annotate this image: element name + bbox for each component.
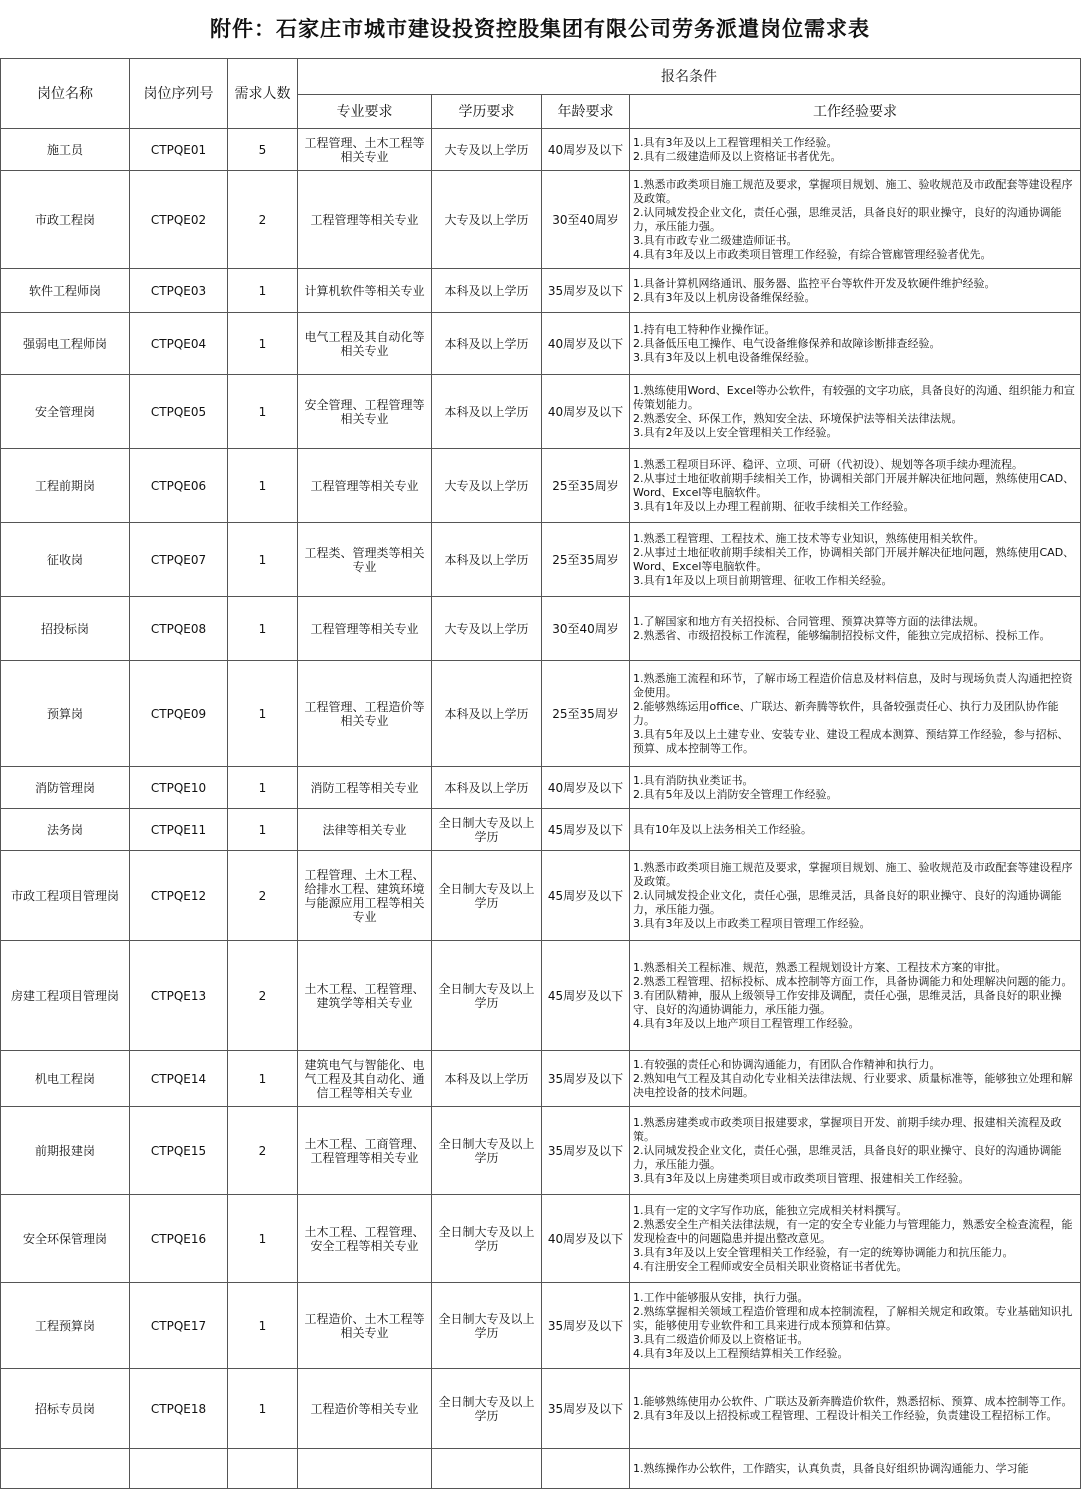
exp-line: 2.认同城发投企业文化，责任心强，思维灵活，具备良好的职业操守、良好的沟通协调能力，承压能力强。	[633, 888, 1062, 916]
cell-name: 施工员	[1, 129, 130, 171]
cell-code: CTPQE10	[130, 767, 228, 809]
exp-line: 1.熟悉相关工程标准、规范，熟悉工程规划设计方案、工程技术方案的审批。	[633, 960, 1007, 974]
exp-line: 1.能够熟练使用办公软件、广联达及新奔腾造价软件，熟悉招标、预算、成本控制等工作。	[633, 1394, 1073, 1408]
cell-code: CTPQE04	[130, 313, 228, 375]
cell-name: 招标专员岗	[1, 1369, 130, 1449]
cell-name: 安全环保管理岗	[1, 1195, 130, 1283]
cell-name: 法务岗	[1, 809, 130, 851]
cell-exp	[630, 269, 1081, 313]
exp-line: 3.具有1年及以上办理工程前期、征收手续相关工作经验。	[633, 499, 915, 513]
exp-line: 2.熟知电气工程及其自动化专业相关法律法规、行业要求、质量标准等，能够独立处理和解决电控设备的技术问题。	[633, 1071, 1073, 1099]
cell-code: CTPQE16	[130, 1195, 228, 1283]
cell-count: 1	[228, 597, 298, 661]
cell-age: 35周岁及以下	[542, 1283, 630, 1369]
cell-edu: 全日制大专及以上学历	[432, 809, 542, 851]
cell-edu: 大专及以上学历	[432, 171, 542, 269]
table-row	[1, 1051, 1081, 1107]
exp-line: 1.熟悉市政类项目施工规范及要求，掌握项目规划、施工、验收规范及市政配套等建设程序及政策。	[633, 860, 1073, 888]
exp-line: 1.熟悉工程项目环评、稳评、立项、可研（代初设）、规划等各项手续办理流程。	[633, 457, 1023, 471]
cell-edu: 全日制大专及以上学历	[432, 1107, 542, 1195]
exp-line: 1.熟悉工程管理、工程技术、施工技术等专业知识，熟练使用相关软件。	[633, 531, 985, 545]
cell-code: CTPQE06	[130, 449, 228, 523]
header-code: 岗位序列号	[130, 59, 228, 129]
cell-count: 2	[228, 941, 298, 1051]
cell-code: CTPQE01	[130, 129, 228, 171]
exp-line: 1.具有3年及以上工程管理相关工作经验。	[633, 135, 838, 149]
cell-edu: 本科及以上学历	[432, 523, 542, 597]
cell-edu: 全日制大专及以上学历	[432, 1195, 542, 1283]
cell-exp	[630, 767, 1081, 809]
cell-age	[542, 1449, 630, 1489]
exp-line: 具有10年及以上法务相关工作经验。	[633, 822, 812, 836]
exp-line: 2.能够熟练运用office、广联达、新奔腾等软件，具备较强责任心、执行力及团队协作能力。	[633, 699, 1059, 727]
cell-count: 5	[228, 129, 298, 171]
exp-line: 3.具有1年及以上项目前期管理、征收工作相关经验。	[633, 573, 893, 587]
exp-line: 3.具有2年及以上安全管理相关工作经验。	[633, 425, 838, 439]
table-row	[1, 1369, 1081, 1449]
table-row	[1, 809, 1081, 851]
cell-exp	[630, 375, 1081, 449]
cell-count: 1	[228, 767, 298, 809]
exp-line: 2.具备低压电工操作、电气设备维修保养和故障诊断排查经验。	[633, 336, 941, 350]
cell-code: CTPQE15	[130, 1107, 228, 1195]
cell-exp	[630, 1195, 1081, 1283]
exp-line: 2.熟悉安全、环保工作，熟知安全法、环境保护法等相关法律法规。	[633, 411, 963, 425]
cell-exp	[630, 941, 1081, 1051]
cell-count: 1	[228, 661, 298, 767]
cell-count: 2	[228, 171, 298, 269]
job-requirements-table	[0, 58, 1081, 1489]
exp-line: 2.具有3年及以上招投标或工程管理、工程设计相关工作经验，负责建设工程招标工作。	[633, 1408, 1058, 1422]
exp-line: 2.熟悉工程管理、招标投标、成本控制等方面工作，具备协调能力和处理解决问题的能力。	[633, 974, 1073, 988]
cell-major: 计算机软件等相关专业	[298, 269, 432, 313]
table-row	[1, 1449, 1081, 1489]
table-row	[1, 523, 1081, 597]
exp-line: 3.具有3年及以上安全管理相关工作经验，有一定的统筹协调能力和抗压能力。	[633, 1245, 1014, 1259]
cell-code: CTPQE09	[130, 661, 228, 767]
cell-age: 40周岁及以下	[542, 375, 630, 449]
cell-exp	[630, 809, 1081, 851]
cell-age: 35周岁及以下	[542, 269, 630, 313]
cell-code: CTPQE18	[130, 1369, 228, 1449]
cell-name: 预算岗	[1, 661, 130, 767]
cell-major: 工程造价等相关专业	[298, 1369, 432, 1449]
cell-exp	[630, 1051, 1081, 1107]
cell-name: 房建工程项目管理岗	[1, 941, 130, 1051]
cell-name: 机电工程岗	[1, 1051, 130, 1107]
cell-count: 1	[228, 1369, 298, 1449]
cell-age: 30至40周岁	[542, 597, 630, 661]
cell-major: 工程管理等相关专业	[298, 597, 432, 661]
exp-line: 4.有注册安全工程师或安全员相关职业资格证书者优先。	[633, 1259, 908, 1273]
table-row	[1, 597, 1081, 661]
exp-line: 2.从事过土地征收前期手续相关工作，协调相关部门开展并解决征地问题，熟练使用CAD、Word、Excel等电脑软件。	[633, 545, 1075, 573]
cell-name: 消防管理岗	[1, 767, 130, 809]
cell-age: 25至35周岁	[542, 523, 630, 597]
cell-age: 40周岁及以下	[542, 767, 630, 809]
cell-code: CTPQE05	[130, 375, 228, 449]
exp-line: 1.具备计算机网络通讯、服务器、监控平台等软件开发及软硬件维护经验。	[633, 276, 996, 290]
cell-code	[130, 1449, 228, 1489]
cell-count: 1	[228, 313, 298, 375]
cell-count: 1	[228, 269, 298, 313]
cell-major: 土木工程、工商管理、工程管理等相关专业	[298, 1107, 432, 1195]
table-row	[1, 1283, 1081, 1369]
cell-name: 软件工程师岗	[1, 269, 130, 313]
cell-count: 2	[228, 851, 298, 941]
exp-line: 1.熟练使用Word、Excel等办公软件，有较强的文字功底，具备良好的沟通、组织能力和宣传策划能力。	[633, 383, 1075, 411]
cell-major: 消防工程等相关专业	[298, 767, 432, 809]
exp-line: 1.工作中能够服从安排，执行力强。	[633, 1290, 809, 1304]
cell-major: 工程造价、土木工程等相关专业	[298, 1283, 432, 1369]
cell-count: 1	[228, 809, 298, 851]
cell-code: CTPQE07	[130, 523, 228, 597]
exp-line: 4.具有3年及以上工程预结算相关工作经验。	[633, 1346, 849, 1360]
exp-line: 1.有较强的责任心和协调沟通能力，有团队合作精神和执行力。	[633, 1057, 941, 1071]
cell-code: CTPQE14	[130, 1051, 228, 1107]
exp-line: 3.具有3年及以上市政类工程项目管理工作经验。	[633, 916, 871, 930]
cell-edu: 全日制大专及以上学历	[432, 1369, 542, 1449]
cell-exp	[630, 661, 1081, 767]
exp-line: 4.具有3年及以上地产项目工程管理工作经验。	[633, 1016, 860, 1030]
table-row	[1, 767, 1081, 809]
exp-line: 1.熟练操作办公软件，工作踏实，认真负责，具备良好组织协调沟通能力、学习能	[633, 1461, 1029, 1475]
cell-name: 安全管理岗	[1, 375, 130, 449]
cell-exp	[630, 313, 1081, 375]
header-conditions: 报名条件	[298, 59, 1081, 95]
exp-line: 3.具有市政专业二级建造师证书。	[633, 233, 798, 247]
cell-name: 前期报建岗	[1, 1107, 130, 1195]
cell-age: 45周岁及以下	[542, 851, 630, 941]
cell-name	[1, 1449, 130, 1489]
cell-count: 1	[228, 1051, 298, 1107]
cell-age: 40周岁及以下	[542, 129, 630, 171]
table-row	[1, 941, 1081, 1051]
cell-code: CTPQE08	[130, 597, 228, 661]
table-row	[1, 1107, 1081, 1195]
cell-edu: 本科及以上学历	[432, 1051, 542, 1107]
cell-edu: 全日制大专及以上学历	[432, 941, 542, 1051]
cell-age: 45周岁及以下	[542, 809, 630, 851]
page-title: 附件：石家庄市城市建设投资控股集团有限公司劳务派遣岗位需求表	[210, 17, 870, 41]
header-count: 需求人数	[228, 59, 298, 129]
exp-line: 1.了解国家和地方有关招投标、合同管理、预算决算等方面的法律法规。	[633, 614, 985, 628]
cell-edu: 全日制大专及以上学历	[432, 851, 542, 941]
cell-age: 45周岁及以下	[542, 941, 630, 1051]
table-row	[1, 851, 1081, 941]
cell-code: CTPQE17	[130, 1283, 228, 1369]
cell-major: 工程管理、土木工程等相关专业	[298, 129, 432, 171]
exp-line: 3.具有3年及以上房建类项目或市政类项目管理、报建相关工作经验。	[633, 1171, 970, 1185]
cell-name: 工程前期岗	[1, 449, 130, 523]
cell-edu: 本科及以上学历	[432, 661, 542, 767]
exp-line: 3.具有3年及以上机电设备维保经验。	[633, 350, 816, 364]
cell-count	[228, 1449, 298, 1489]
exp-line: 2.熟悉安全生产相关法律法规，有一定的安全专业能力与管理能力，熟悉安全检查流程，能发现检查中的问题隐患并提出整改意见。	[633, 1217, 1073, 1245]
table-row	[1, 129, 1081, 171]
cell-exp	[630, 171, 1081, 269]
cell-code: CTPQE02	[130, 171, 228, 269]
cell-major: 工程管理、工程造价等相关专业	[298, 661, 432, 767]
exp-line: 2.熟悉省、市级招投标工作流程，能够编制招投标文件，能独立完成招标、投标工作。	[633, 628, 1051, 642]
table-row	[1, 375, 1081, 449]
cell-age: 35周岁及以下	[542, 1107, 630, 1195]
cell-count: 1	[228, 375, 298, 449]
cell-major: 土木工程、工程管理、安全工程等相关专业	[298, 1195, 432, 1283]
exp-line: 3.具有二级造价师及以上资格证书。	[633, 1332, 809, 1346]
cell-name: 工程预算岗	[1, 1283, 130, 1369]
cell-exp	[630, 1449, 1081, 1489]
table-row	[1, 1195, 1081, 1283]
cell-age: 40周岁及以下	[542, 313, 630, 375]
cell-major: 工程管理等相关专业	[298, 449, 432, 523]
exp-line: 2.认同城发投企业文化，责任心强，思维灵活，具备良好的职业操守，良好的沟通协调能力，承压能力强。	[633, 205, 1062, 233]
exp-line: 2.具有二级建造师及以上资格证书者优先。	[633, 149, 842, 163]
cell-code: CTPQE12	[130, 851, 228, 941]
cell-major: 法律等相关专业	[298, 809, 432, 851]
exp-line: 1.熟悉市政类项目施工规范及要求，掌握项目规划、施工、验收规范及市政配套等建设程序及政策。	[633, 177, 1073, 205]
cell-count: 2	[228, 1107, 298, 1195]
cell-major: 工程管理、土木工程、给排水工程、建筑环境与能源应用工程等相关专业	[298, 851, 432, 941]
table-row	[1, 269, 1081, 313]
exp-line: 2.熟练掌握相关领域工程造价管理和成本控制流程，了解相关规定和政策。专业基础知识扎实，能够使用专业软件和工具来进行成本预算和估算。	[633, 1304, 1073, 1332]
cell-major: 电气工程及其自动化等相关专业	[298, 313, 432, 375]
cell-major: 工程类、管理类等相关专业	[298, 523, 432, 597]
cell-major: 土木工程、工程管理、建筑学等相关专业	[298, 941, 432, 1051]
table-header	[1, 59, 1081, 129]
cell-major: 工程管理等相关专业	[298, 171, 432, 269]
cell-name: 市政工程岗	[1, 171, 130, 269]
job-requirements-table-wrapper	[0, 58, 1080, 1475]
cell-exp	[630, 1283, 1081, 1369]
cell-count: 1	[228, 1195, 298, 1283]
cell-age: 35周岁及以下	[542, 1369, 630, 1449]
exp-line: 2.从事过土地征收前期手续相关工作，协调相关部门开展并解决征地问题，熟练使用CAD、Word、Excel等电脑软件。	[633, 471, 1075, 499]
cell-edu	[432, 1449, 542, 1489]
cell-edu: 本科及以上学历	[432, 313, 542, 375]
cell-edu: 本科及以上学历	[432, 269, 542, 313]
header-name: 岗位名称	[1, 59, 130, 129]
cell-edu: 大专及以上学历	[432, 449, 542, 523]
cell-major: 安全管理、工程管理等相关专业	[298, 375, 432, 449]
table-body	[1, 129, 1081, 1489]
cell-age: 25至35周岁	[542, 661, 630, 767]
cell-edu: 大专及以上学历	[432, 129, 542, 171]
cell-name: 招投标岗	[1, 597, 130, 661]
cell-edu: 本科及以上学历	[432, 375, 542, 449]
cell-code: CTPQE13	[130, 941, 228, 1051]
exp-line: 2.认同城发投企业文化，责任心强，思维灵活，具备良好的职业操守、良好的沟通协调能力，承压能力强。	[633, 1143, 1062, 1171]
exp-line: 4.具有3年及以上市政类项目管理工作经验，有综合管廊管理经验者优先。	[633, 247, 992, 261]
exp-line: 1.具有消防执业类证书。	[633, 773, 754, 787]
cell-major: 建筑电气与智能化、电气工程及其自动化、通信工程等相关专业	[298, 1051, 432, 1107]
cell-age: 25至35周岁	[542, 449, 630, 523]
cell-exp	[630, 1369, 1081, 1449]
header-edu: 学历要求	[432, 95, 542, 129]
cell-exp	[630, 1107, 1081, 1195]
table-row	[1, 449, 1081, 523]
exp-line: 1.具有一定的文字写作功底，能独立完成相关材料撰写。	[633, 1203, 908, 1217]
exp-line: 1.持有电工特种作业操作证。	[633, 322, 776, 336]
exp-line: 1.熟悉房建类或市政类项目报建要求，掌握项目开发、前期手续办理、报建相关流程及政策。	[633, 1115, 1062, 1143]
cell-count: 1	[228, 523, 298, 597]
table-row	[1, 313, 1081, 375]
cell-count: 1	[228, 1283, 298, 1369]
cell-count: 1	[228, 449, 298, 523]
exp-line: 1.熟悉施工流程和环节，了解市场工程造价信息及材料信息，及时与现场负责人沟通把控资金使用。	[633, 671, 1073, 699]
cell-name: 市政工程项目管理岗	[1, 851, 130, 941]
cell-exp	[630, 851, 1081, 941]
table-row	[1, 171, 1081, 269]
cell-age: 35周岁及以下	[542, 1051, 630, 1107]
header-major: 专业要求	[298, 95, 432, 129]
cell-name: 征收岗	[1, 523, 130, 597]
cell-edu: 本科及以上学历	[432, 767, 542, 809]
cell-age: 30至40周岁	[542, 171, 630, 269]
cell-exp	[630, 523, 1081, 597]
exp-line: 3.有团队精神，服从上级领导工作安排及调配，责任心强，思维灵活，具备良好的职业操守、良好的沟通协调能力，承压能力强。	[633, 988, 1062, 1016]
exp-line: 2.具有5年及以上消防安全管理工作经验。	[633, 787, 838, 801]
cell-major	[298, 1449, 432, 1489]
exp-line: 3.具有5年及以上土建专业、安装专业、建设工程成本测算、预结算工作经验，参与招标、预算、成本控制等工作。	[633, 727, 1069, 755]
table-row	[1, 661, 1081, 767]
cell-name: 强弱电工程师岗	[1, 313, 130, 375]
cell-edu: 全日制大专及以上学历	[432, 1283, 542, 1369]
cell-edu: 大专及以上学历	[432, 597, 542, 661]
cell-exp	[630, 597, 1081, 661]
cell-code: CTPQE11	[130, 809, 228, 851]
cell-age: 40周岁及以下	[542, 1195, 630, 1283]
header-exp: 工作经验要求	[630, 95, 1081, 129]
cell-exp	[630, 449, 1081, 523]
cell-code: CTPQE03	[130, 269, 228, 313]
cell-exp	[630, 129, 1081, 171]
exp-line: 2.具有3年及以上机房设备维保经验。	[633, 290, 816, 304]
header-age: 年龄要求	[542, 95, 630, 129]
